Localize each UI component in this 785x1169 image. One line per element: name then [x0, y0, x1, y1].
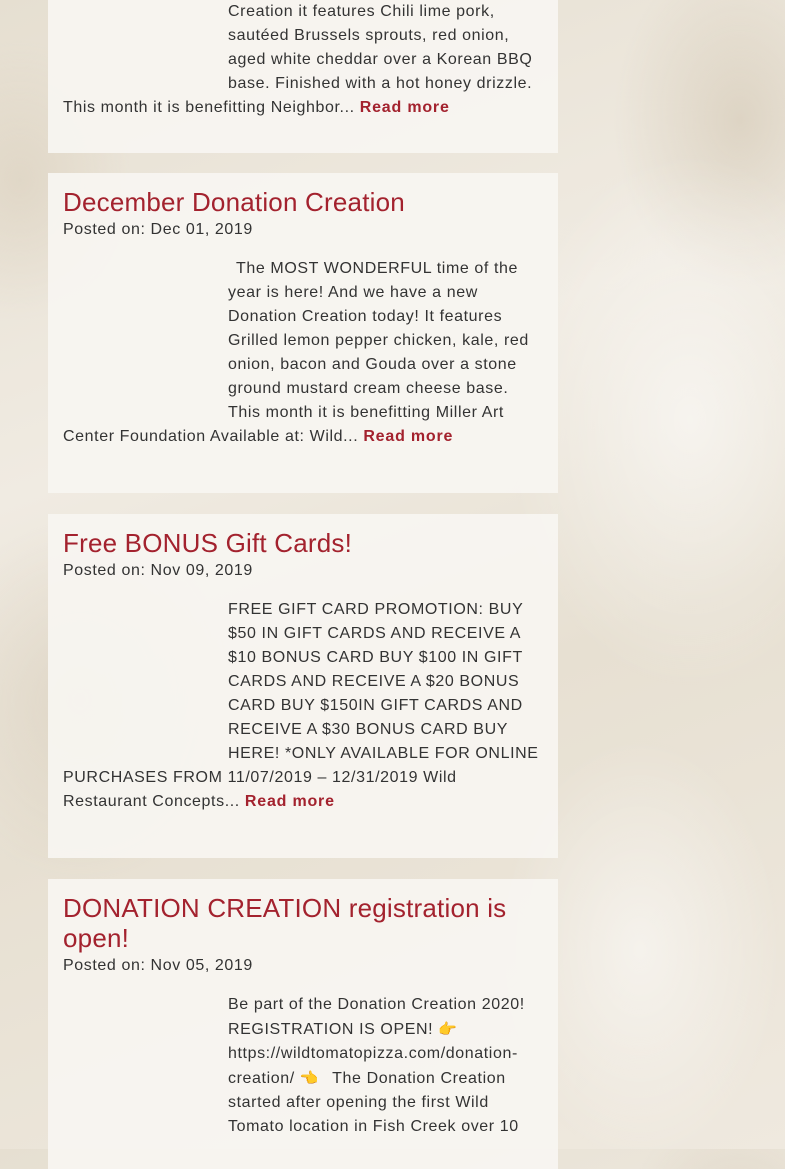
post-date: Posted on: Dec 01, 2019: [63, 221, 253, 238]
post-title[interactable]: DONATION CREATION registration is open!: [63, 893, 507, 953]
pointing-right-icon: 👉: [438, 1020, 458, 1038]
post-thumbnail: [63, 0, 223, 96]
pointing-left-icon: 👈: [299, 1069, 320, 1087]
post-thumbnail: [63, 257, 223, 425]
post-date: Posted on: Nov 09, 2019: [63, 562, 253, 579]
read-more-link[interactable]: Read more: [244, 793, 335, 810]
post-title[interactable]: Free BONUS Gift Cards!: [63, 528, 353, 558]
post-card: [48, 0, 558, 153]
post-excerpt: FREE GIFT CARD PROMOTION: BUY $50 IN GIFT CARDS AND RECEIVE A $10 BONUS CARD BUY $100 IN GIFT CARDS AND RECEIVE A $20 BONUS CARD BUY $150IN GIFT CARDS AND RECEIVE A $30 BONUS CARD BUY HERE! *ONLY AVAILABLE FOR ONLINE PURCHASES FROM 11/07/2019 – 12/31/2019 Wild Restaurant Concepts... Read more: [63, 598, 543, 814]
post-excerpt: The MOST WONDERFUL time of the year is here! And we have a new Donation Creation today! It features Grilled lemon pepper chicken, kale, red onion, bacon and Gouda over a stone ground mustard cream cheese base. This month it is benefitting Miller Art Center Foundation Available at: Wild... Read more: [63, 257, 543, 449]
post-thumbnail: [63, 993, 223, 1161]
post-excerpt: Be part of the Donation Creation 2020! REGISTRATION IS OPEN! 👉 https://wildtomatopizza.com/donation-creation/ 👈 The Donation Creation started after opening the first Wild Tomato location in Fish Creek over 10: [63, 993, 543, 1139]
post-title[interactable]: December Donation Creation: [63, 187, 405, 217]
read-more-link[interactable]: Read more: [363, 428, 454, 445]
post-thumbnail: [63, 598, 223, 766]
post-card: [48, 514, 558, 858]
post-excerpt: Creation it features Chili lime pork, sautéed Brussels sprouts, red onion, aged white cheddar over a Korean BBQ base. Finished with a hot honey drizzle. This month it is benefitting Neighbor... Read more: [63, 0, 543, 120]
post-date: Posted on: Nov 05, 2019: [63, 957, 253, 974]
post-card: [48, 173, 558, 493]
donation-creation-link[interactable]: https://wildtomatopizza.com/donation-creation/: [228, 1045, 518, 1087]
read-more-link[interactable]: Read more: [359, 99, 450, 116]
post-card: [48, 879, 558, 1169]
